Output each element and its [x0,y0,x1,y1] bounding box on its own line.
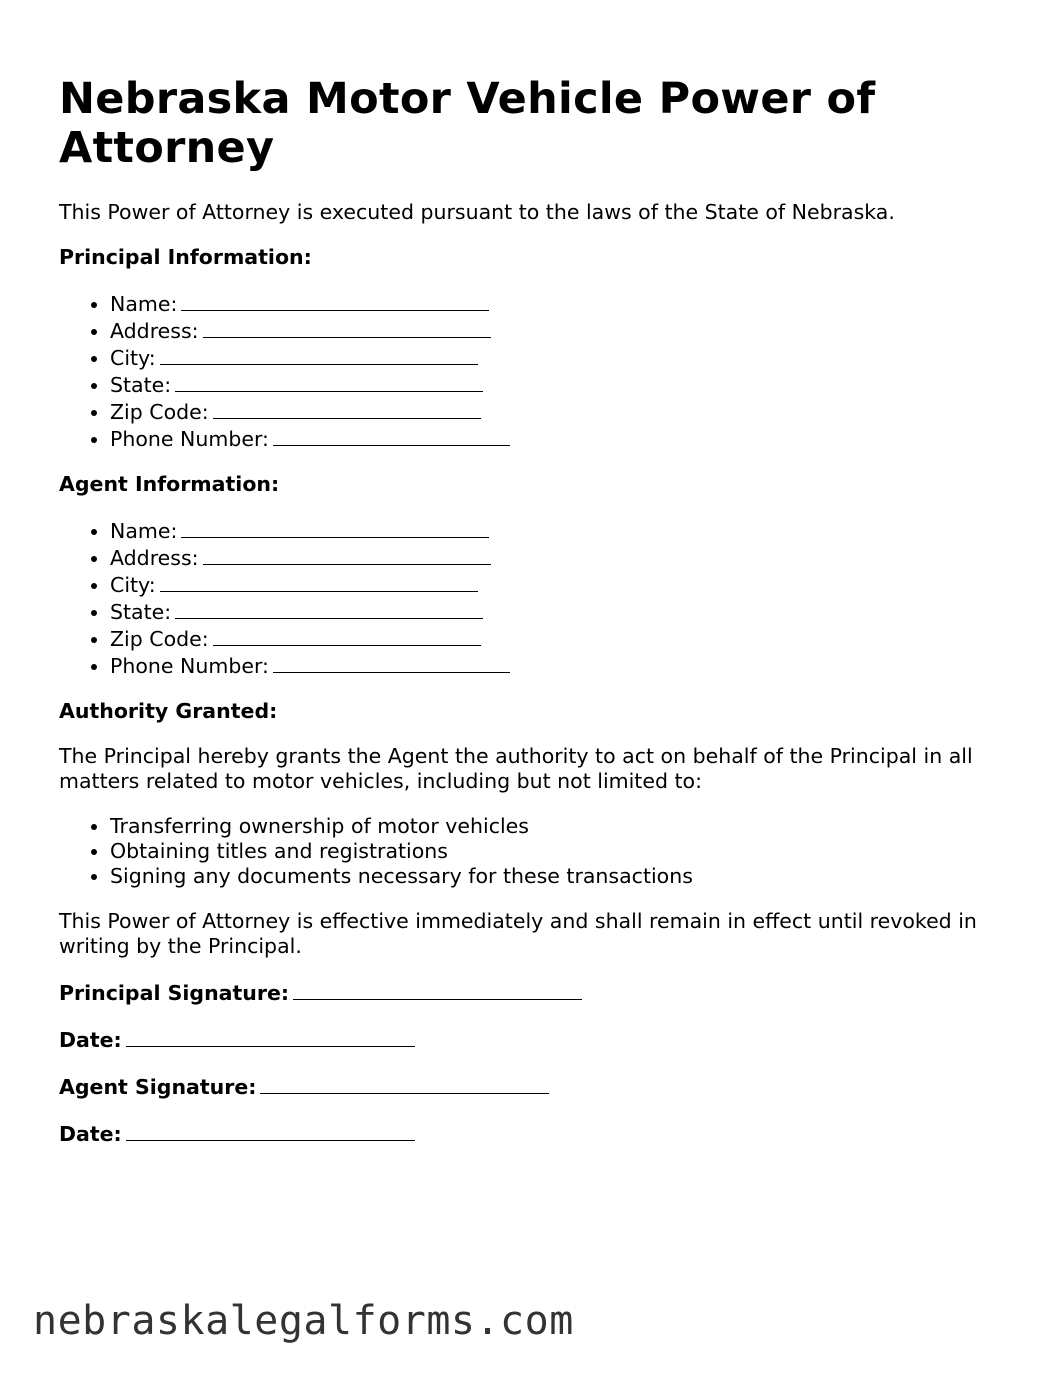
zip-blank-line[interactable] [213,398,481,419]
signature-label: Principal Signature: [59,981,290,1005]
principal-heading: Principal Information: [59,245,312,269]
principal-address-field [110,317,1009,344]
field-label: Name: [110,519,178,543]
agent-signature-line [59,1073,1009,1100]
date-label: Date: [59,1122,122,1146]
address-blank-line[interactable] [203,544,491,565]
agent-state-field [110,598,1009,625]
agent-phone-field [110,652,1009,679]
field-label: Zip Code: [110,627,209,651]
field-label: Address: [110,546,199,570]
zip-blank-line[interactable] [213,625,481,646]
city-blank-line[interactable] [160,571,478,592]
authority-heading: Authority Granted: [59,699,278,723]
field-label: City: [110,573,156,597]
agent-name-field [110,517,1009,544]
intro-paragraph: This Power of Attorney is executed pursuant to the laws of the State of Nebraska. [59,200,895,224]
authority-list [59,814,1009,889]
field-label: State: [110,600,172,624]
authority-paragraph: The Principal hereby grants the Agent the authority to act on behalf of the Principal in all matters related to motor vehicles, including but not limited to: [59,744,973,793]
principal-phone-field [110,425,1009,452]
phone-blank-line[interactable] [273,425,510,446]
field-label: City: [110,346,156,370]
city-blank-line[interactable] [160,344,478,365]
principal-zip-field [110,398,1009,425]
footer-watermark: nebraskalegalforms.com [33,1298,574,1344]
agent-signature-blank[interactable] [260,1073,549,1094]
signature-label: Agent Signature: [59,1075,257,1099]
date-label: Date: [59,1028,122,1052]
name-blank-line[interactable] [181,517,489,538]
field-label: Name: [110,292,178,316]
field-label: Phone Number: [110,654,269,678]
principal-name-field [110,290,1009,317]
agent-heading: Agent Information: [59,472,280,496]
document-page [59,75,1009,1167]
principal-signature-blank[interactable] [293,979,582,1000]
field-label: State: [110,373,172,397]
list-item: • Obtaining titles and registrations [110,839,1009,864]
list-item: • Signing any documents necessary for these transactions [110,864,1009,889]
principal-fields-list [59,290,1009,452]
document-title: Nebraska Motor Vehicle Power of Attorney [59,74,876,173]
field-label: Address: [110,319,199,343]
principal-date-blank[interactable] [126,1026,415,1047]
effective-paragraph: This Power of Attorney is effective immediately and shall remain in effect until revoked in writing by the Principal. [59,909,977,958]
agent-city-field [110,571,1009,598]
principal-city-field [110,344,1009,371]
agent-fields-list [59,517,1009,679]
principal-state-field [110,371,1009,398]
field-label: Zip Code: [110,400,209,424]
list-item: • Transferring ownership of motor vehicles [110,814,1009,839]
principal-signature-line [59,979,1009,1006]
principal-date-line [59,1026,1009,1053]
agent-zip-field [110,625,1009,652]
agent-date-line [59,1120,1009,1147]
name-blank-line[interactable] [181,290,489,311]
agent-address-field [110,544,1009,571]
phone-blank-line[interactable] [273,652,510,673]
address-blank-line[interactable] [203,317,491,338]
field-label: Phone Number: [110,427,269,451]
state-blank-line[interactable] [175,598,483,619]
state-blank-line[interactable] [175,371,483,392]
agent-date-blank[interactable] [126,1120,415,1141]
